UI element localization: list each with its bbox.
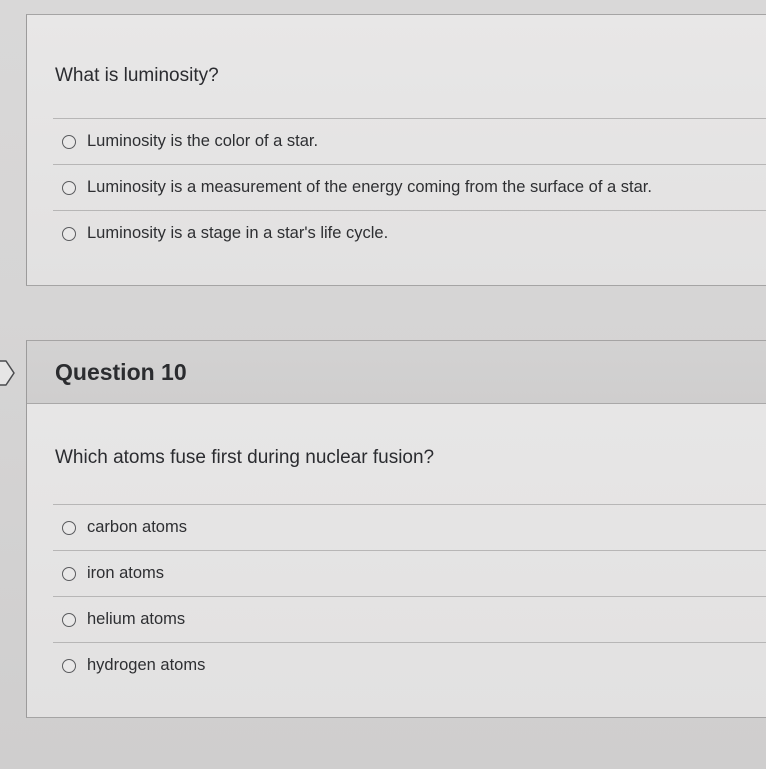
question-card-10 (26, 340, 766, 718)
answer-option[interactable] (53, 210, 766, 256)
radio-unchecked-icon[interactable] (62, 521, 76, 535)
answer-option[interactable] (53, 164, 766, 210)
answer-option[interactable] (53, 118, 766, 164)
answer-option[interactable] (53, 642, 766, 688)
question-text: Which atoms fuse first during nuclear fusion? (55, 447, 435, 468)
answer-label: helium atoms (87, 610, 186, 628)
radio-unchecked-icon[interactable] (62, 227, 76, 241)
radio-unchecked-icon[interactable] (62, 613, 76, 627)
question-text: What is luminosity? (55, 65, 219, 86)
radio-unchecked-icon[interactable] (62, 181, 76, 195)
question-title: Question 10 (55, 359, 187, 385)
radio-unchecked-icon[interactable] (62, 659, 76, 673)
answer-option[interactable] (53, 504, 766, 550)
radio-unchecked-icon[interactable] (62, 135, 76, 149)
answer-option[interactable] (53, 550, 766, 596)
answer-option[interactable] (53, 596, 766, 642)
answer-label: hydrogen atoms (87, 656, 206, 674)
answer-list (53, 504, 766, 688)
answer-label: Luminosity is the color of a star. (87, 132, 319, 150)
answer-label: Luminosity is a stage in a star's life cycle. (87, 224, 389, 242)
answer-label: carbon atoms (87, 518, 187, 536)
chevron-right-icon (0, 360, 16, 386)
answer-list (53, 118, 766, 256)
question-header (27, 341, 766, 404)
answer-label: iron atoms (87, 564, 165, 582)
question-card-9 (26, 14, 766, 286)
answer-label: Luminosity is a measurement of the energy coming from the surface of a star. (87, 178, 652, 196)
radio-unchecked-icon[interactable] (62, 567, 76, 581)
